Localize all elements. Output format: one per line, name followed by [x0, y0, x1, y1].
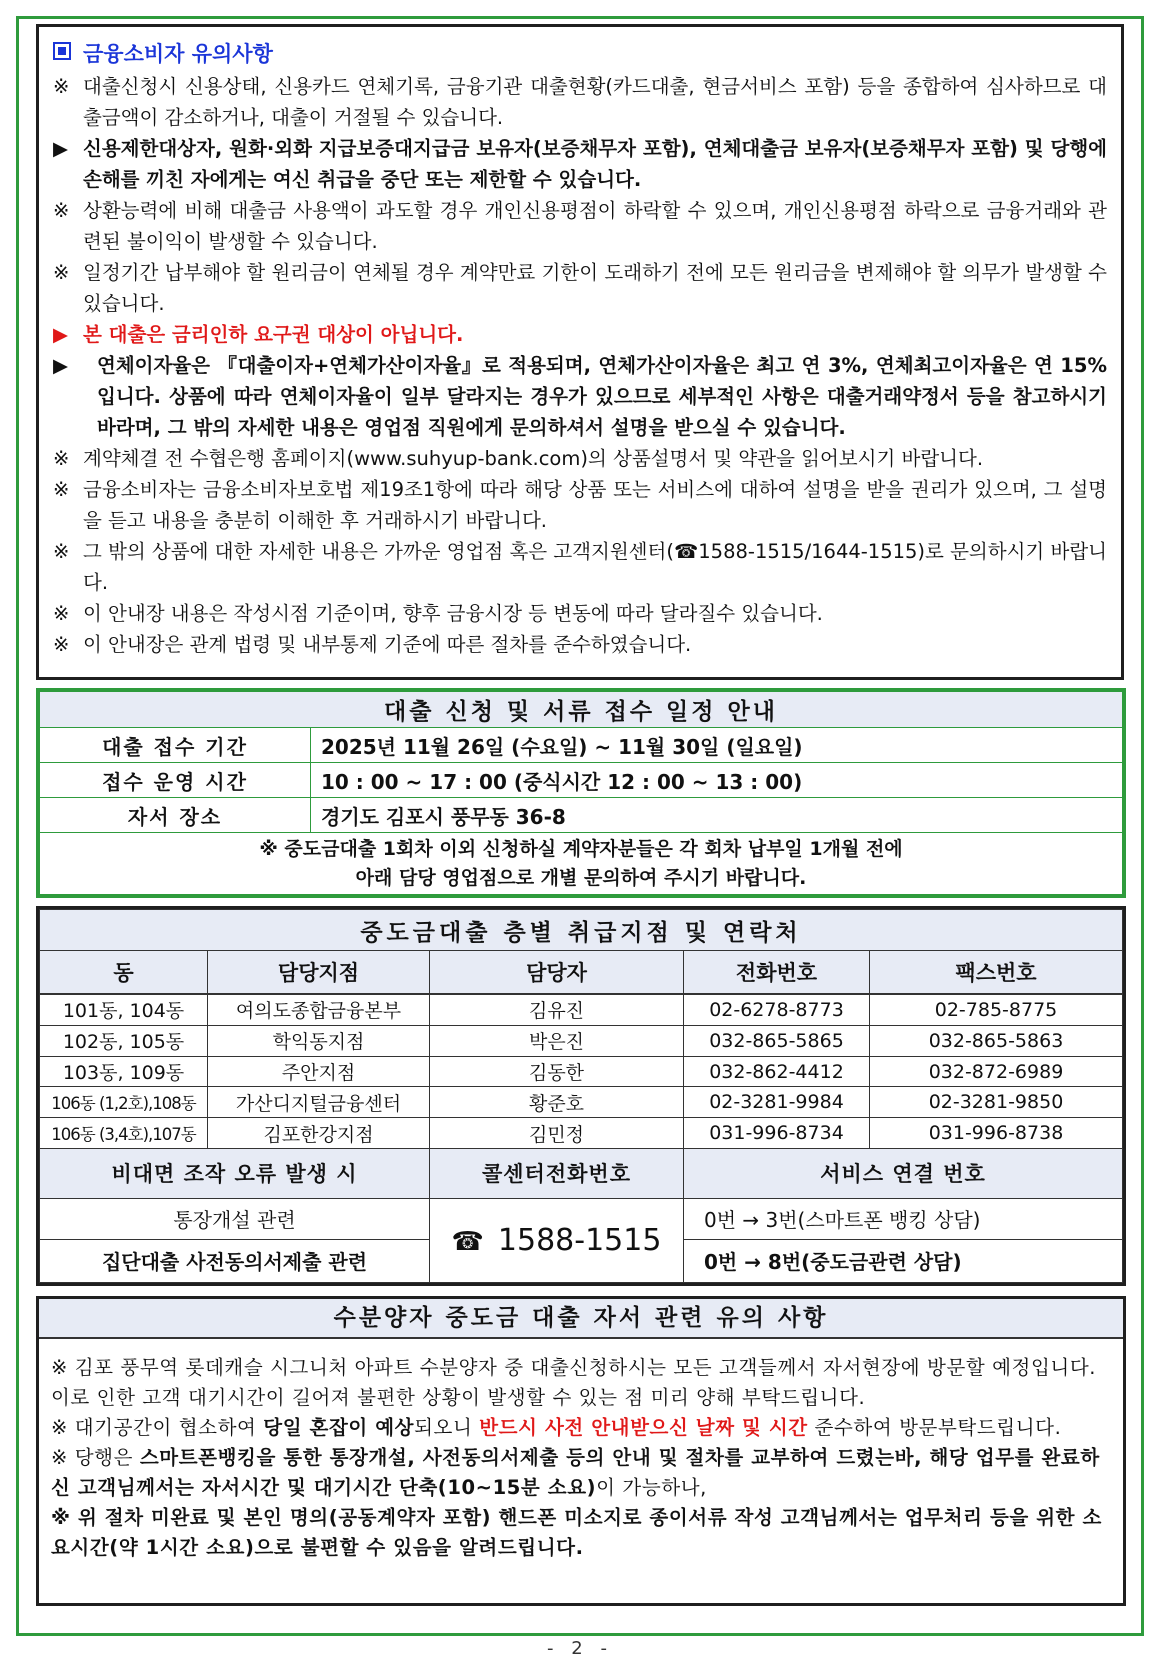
service-number: 0번 → 8번(중도금관련 상담)	[684, 1239, 1123, 1282]
notice-item: ※ 계약체결 전 수협은행 홈페이지(www.suhyup-bank.com)의 상품설명서 및 약관을 읽어보시기 바랍니다.	[53, 447, 984, 470]
cell-dong: 106동 (3,4호),107동	[40, 1118, 208, 1149]
contact-header: 비대면 조작 오류 발생 시	[40, 1149, 430, 1198]
notice-paragraph: ※ 김포 풍무역 롯데캐슬 시그니처 아파트 수분양자 중 대출신청하시는 모든 고객들께서 자서현장에 방문할 예정입니다. 이로 인한 고객 대기시간이 길어져 불편한 상황이 발생할 수 있는 점 미리 양해 부탁드립니다.	[51, 1356, 1097, 1409]
column-header: 팩스번호	[870, 951, 1123, 994]
phone-icon: ☎	[451, 1226, 484, 1257]
notice-item: ※ 이 안내장은 관계 법령 및 내부통제 기준에 따른 절차를 준수하였습니다.	[53, 633, 692, 656]
contact-issue: 집단대출 사전동의서제출 관련	[40, 1239, 430, 1282]
cell-phone: 02-6278-8773	[684, 994, 870, 1025]
schedule-value: 경기도 김포시 풍무동 36-8	[311, 798, 1123, 833]
table-row	[40, 1025, 1123, 1056]
cell-fax: 032-872-6989	[870, 1056, 1123, 1087]
call-center-number: ☎ 1588-1515	[430, 1198, 684, 1282]
notice-item: ※ 금융소비자는 금융소비자보호법 제19조1항에 따라 해당 상품 또는 서비스에 대하여 설명을 받을 권리가 있으며, 그 설명을 듣고 내용을 충분히 이해한 후 거래하시기 바랍니다.	[53, 478, 1107, 532]
square-icon	[53, 42, 71, 60]
cell-fax: 031-996-8738	[870, 1118, 1123, 1149]
notice-title: 금융소비자 유의사항	[53, 39, 1107, 69]
column-header: 담당자	[430, 951, 684, 994]
cell-fax: 02-3281-9850	[870, 1087, 1123, 1118]
cell-phone: 031-996-8734	[684, 1118, 870, 1149]
table-row	[40, 994, 1123, 1025]
notice-paragraph: ※ 위 절차 미완료 및 본인 명의(공동계약자 포함) 핸드폰 미소지로 종이서류 작성 고객님께서는 업무처리 등을 위한 소요시간(약 1시간 소요)으로 불편할 수 있음을 알려드립니다.	[51, 1506, 1102, 1559]
arrow-icon: ▶	[53, 137, 68, 160]
column-header: 담당지점	[208, 951, 430, 994]
cell-phone: 032-865-5865	[684, 1025, 870, 1056]
cell-dong: 106동 (1,2호),108동	[40, 1087, 208, 1118]
cell-branch: 주안지점	[208, 1056, 430, 1087]
cell-manager: 김동한	[430, 1056, 684, 1087]
schedule-section	[36, 688, 1126, 898]
service-number: 0번 → 3번(스마트폰 뱅킹 상담)	[684, 1198, 1123, 1239]
column-header: 동	[40, 951, 208, 994]
signing-notice-title: 수분양자 중도금 대출 자서 관련 유의 사항	[39, 1299, 1123, 1339]
cell-manager: 김유진	[430, 994, 684, 1025]
cell-phone: 02-3281-9984	[684, 1087, 870, 1118]
schedule-label: 자서 장소	[40, 798, 311, 833]
cell-dong: 101동, 104동	[40, 994, 208, 1025]
notice-item: ※ 대출신청시 신용상태, 신용카드 연체기록, 금융기관 대출현황(카드대출, 현금서비스 포함) 등을 종합하여 심사하므로 대출금액이 감소하거나, 대출이 거절될 수 있습니다.	[53, 75, 1107, 129]
consumer-notice	[36, 24, 1124, 680]
notice-item-highlight: ▶ 본 대출은 금리인하 요구권 대상이 아닙니다.	[53, 319, 1107, 350]
table-row	[40, 1118, 1123, 1149]
contact-issue: 통장개설 관련	[40, 1198, 430, 1239]
notice-item: ※ 상환능력에 비해 대출금 사용액이 과도할 경우 개인신용평점이 하락할 수 있으며, 개인신용평점 하락으로 금융거래와 관련된 불이익이 발생할 수 있습니다.	[53, 199, 1107, 253]
schedule-label: 대출 접수 기간	[40, 728, 311, 763]
schedule-note: ※ 중도금대출 1회차 이외 신청하실 계약자분들은 각 회차 납부일 1개월 전에 아래 담당 영업점으로 개별 문의하여 주시기 바랍니다.	[40, 833, 1123, 895]
page-number: - 2 -	[547, 1638, 613, 1659]
cell-branch: 학익동지점	[208, 1025, 430, 1056]
contact-header: 콜센터전화번호	[430, 1149, 684, 1198]
arrow-icon: ▶	[53, 323, 68, 346]
schedule-value: 2025년 11월 26일 (수요일) ~ 11월 30일 (일요일)	[311, 728, 1123, 763]
schedule-value: 10 : 00 ~ 17 : 00 (중식시간 12 : 00 ~ 13 : 00)	[311, 763, 1123, 798]
notice-item: ※ 그 밖의 상품에 대한 자세한 내용은 가까운 영업점 혹은 고객지원센터(☎1588-1515/1644-1515)로 문의하시기 바랍니다.	[53, 540, 1107, 594]
cell-manager: 김민정	[430, 1118, 684, 1149]
arrow-icon: ▶	[53, 354, 68, 377]
table-row	[40, 1056, 1123, 1087]
cell-branch: 가산디지털금융센터	[208, 1087, 430, 1118]
notice-paragraph: ※ 당행은 스마트폰뱅킹을 통한 통장개설, 사전동의서제출 등의 안내 및 절차를 교부하여 드렸는바, 해당 업무를 완료하신 고객님께서는 자서시간 및 대기시간 단축(10~15분 소요)이 가능하나,	[51, 1446, 1100, 1499]
schedule-title: 대출 신청 및 서류 접수 일정 안내	[40, 692, 1123, 728]
cell-manager: 박은진	[430, 1025, 684, 1056]
notice-item: ▶ 연체이자율은 『대출이자+연체가산이자율』로 적용되며, 연체가산이자율은 최고 연 3%, 연체최고이자율은 연 15%입니다. 상품에 따라 연체이자율이 일부 달라지는 경우가 있으므로 세부적인 사항은 대출거래약정서 등을 참고하시기 바라며, 그 밖의 자세한 내용은 영업점 직원에게 문의하셔서 설명을 받으실 수 있습니다.	[53, 350, 1107, 443]
notice-item: ※ 일정기간 납부해야 할 원리금이 연체될 경우 계약만료 기한이 도래하기 전에 모든 원리금을 변제해야 할 의무가 발생할 수 있습니다.	[53, 261, 1107, 315]
cell-branch: 여의도종합금융본부	[208, 994, 430, 1025]
table-row	[40, 1087, 1123, 1118]
signing-notice	[36, 1296, 1126, 1606]
cell-dong: 102동, 105동	[40, 1025, 208, 1056]
branch-contacts	[36, 906, 1126, 1286]
notice-item: ※ 이 안내장 내용은 작성시점 기준이며, 향후 금융시장 등 변동에 따라 달라질수 있습니다.	[53, 602, 823, 625]
cell-fax: 032-865-5863	[870, 1025, 1123, 1056]
schedule-label: 접수 운영 시간	[40, 763, 311, 798]
cell-fax: 02-785-8775	[870, 994, 1123, 1025]
cell-branch: 김포한강지점	[208, 1118, 430, 1149]
contact-header: 서비스 연결 번호	[684, 1149, 1123, 1198]
branch-title: 중도금대출 층별 취급지점 및 연락처	[40, 910, 1123, 951]
notice-paragraph: ※ 대기공간이 협소하여 당일 혼잡이 예상되오니 반드시 사전 안내받으신 날짜 및 시간 준수하여 방문부탁드립니다.	[51, 1416, 1062, 1439]
column-header: 전화번호	[684, 951, 870, 994]
cell-manager: 황준호	[430, 1087, 684, 1118]
notice-item: ▶ 신용제한대상자, 원화·외화 지급보증대지급금 보유자(보증채무자 포함), 연체대출금 보유자(보증채무자 포함) 및 당행에 손해를 끼친 자에게는 여신 취급을 중단 또는 제한할 수 있습니다.	[53, 133, 1107, 195]
cell-phone: 032-862-4412	[684, 1056, 870, 1087]
cell-dong: 103동, 109동	[40, 1056, 208, 1087]
